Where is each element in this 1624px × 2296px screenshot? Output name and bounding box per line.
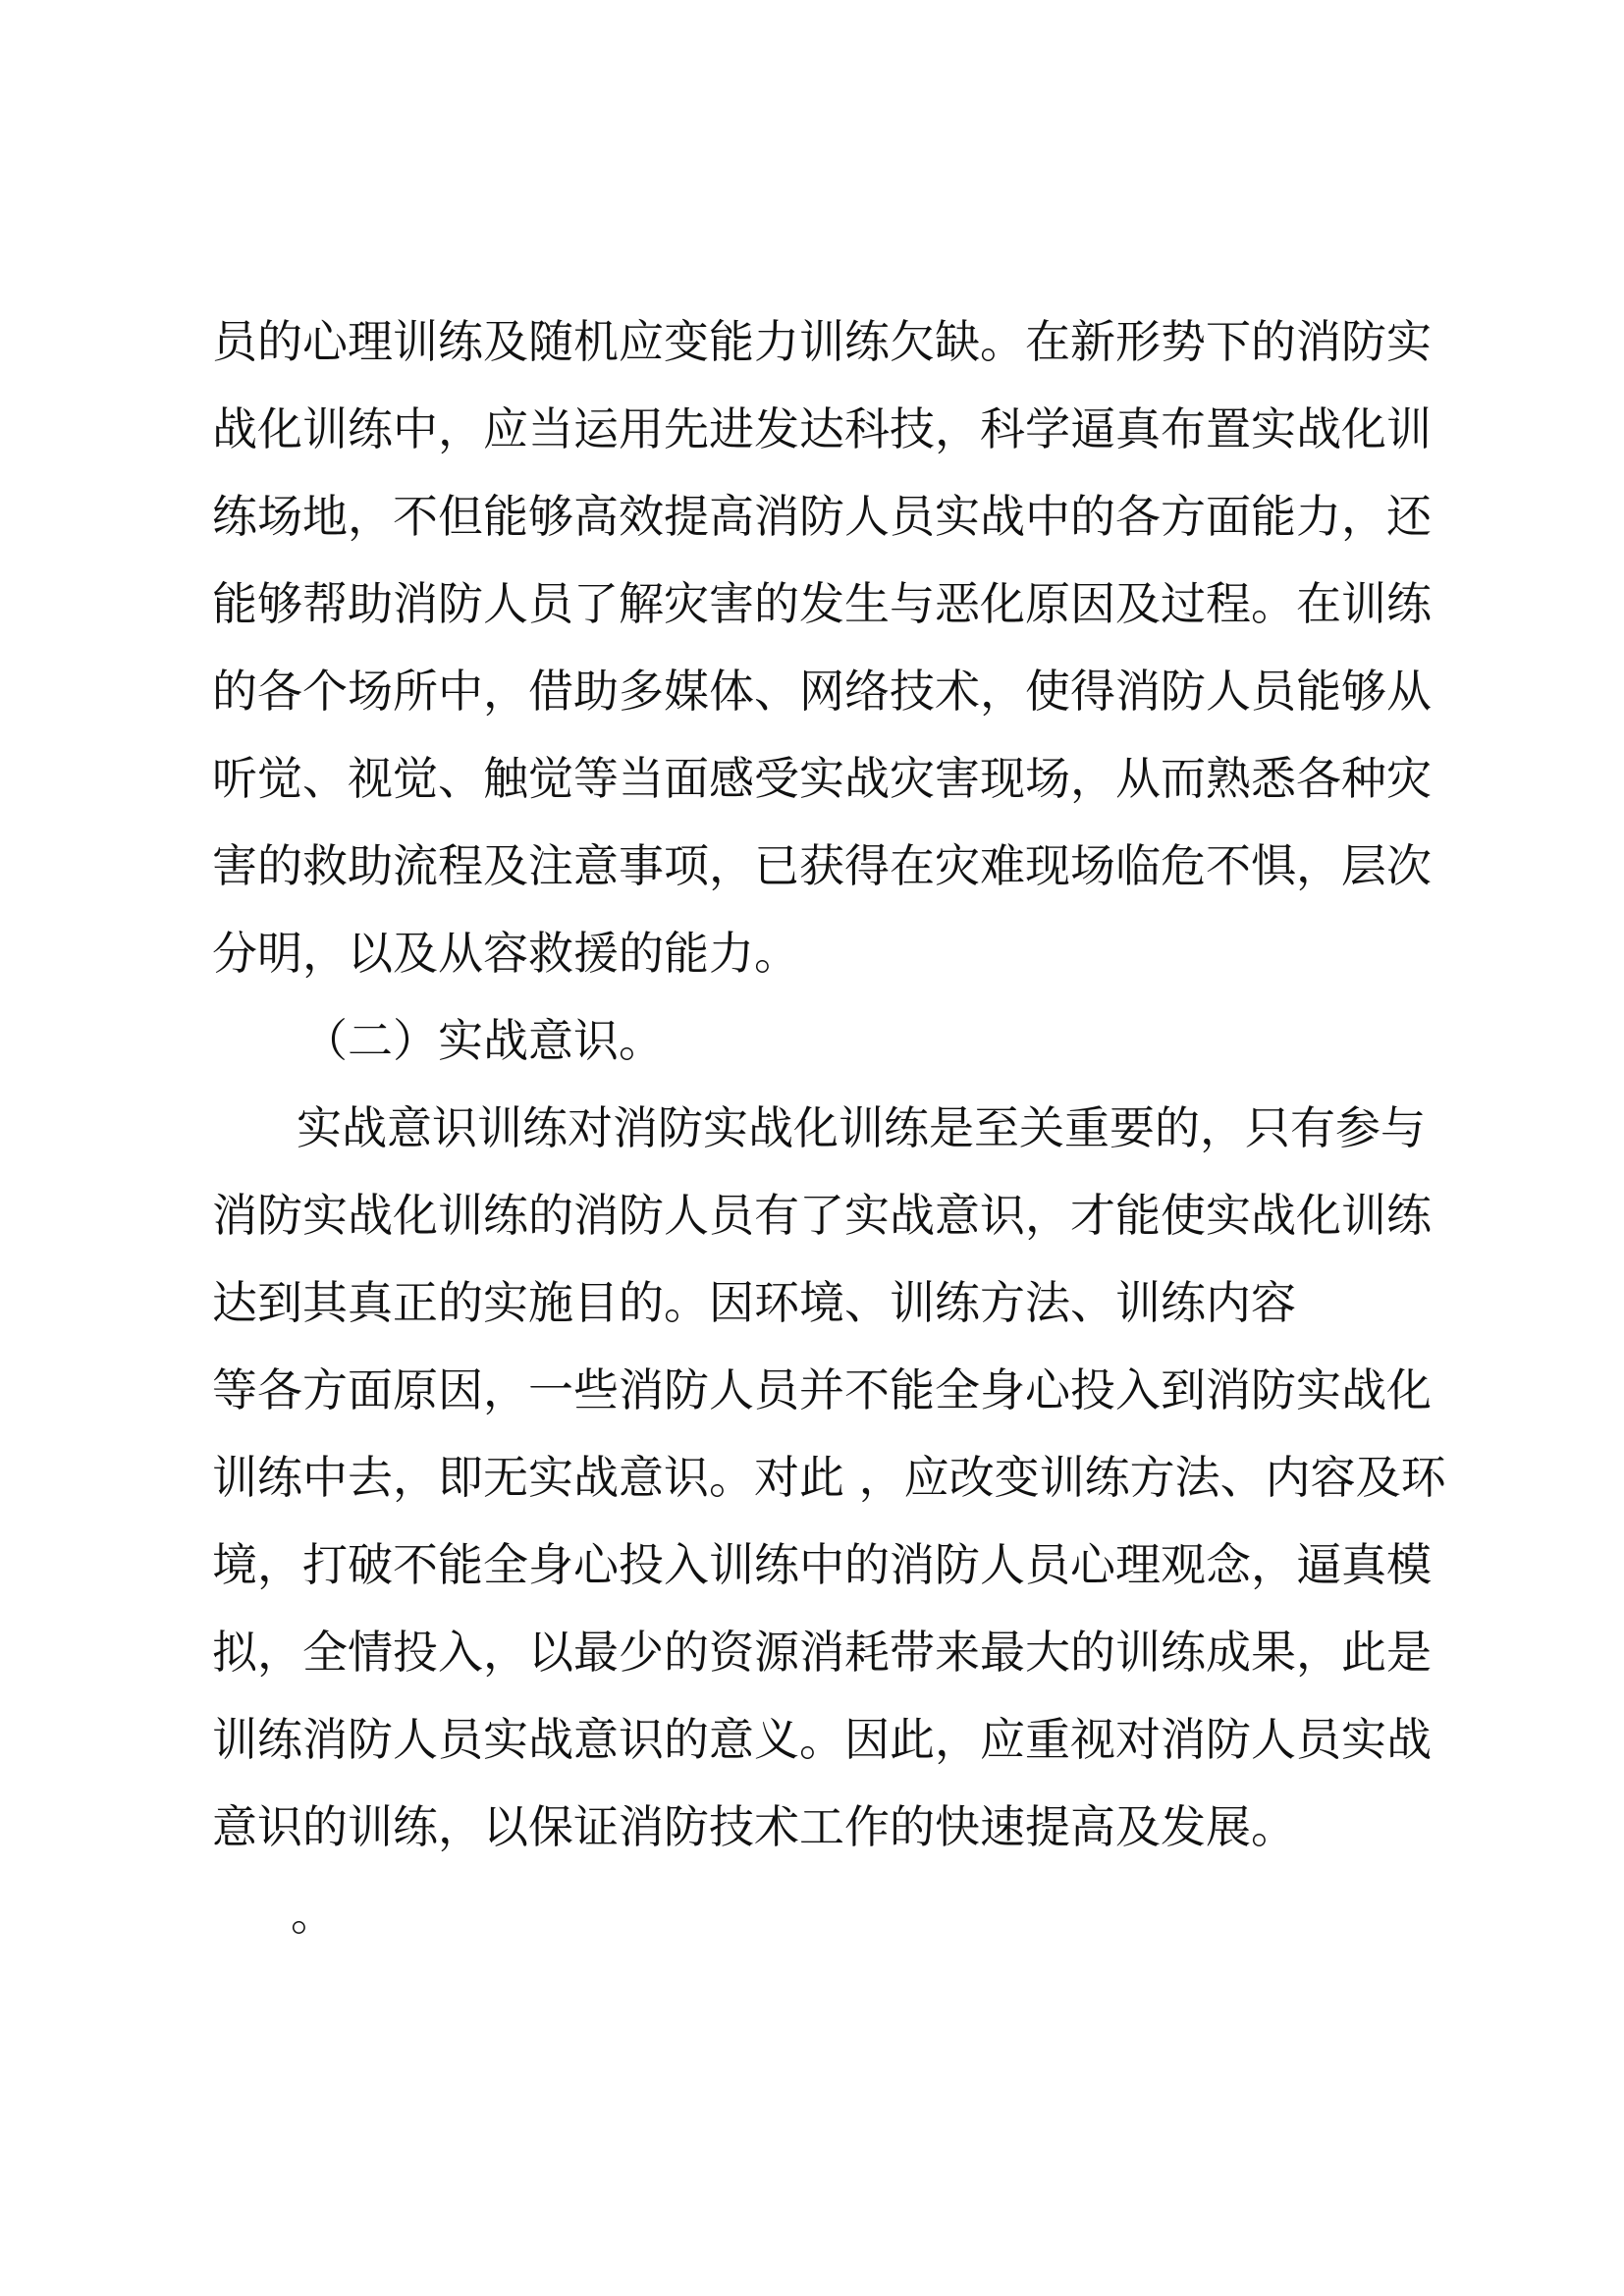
trailing-punctuation: 。 [291,1888,336,1941]
paragraph1-line-6: 听觉、视觉、触觉等当面感受实战灾害现场，从而熟悉各种灾 [212,752,1432,805]
paragraph1-line-7: 害的救助流程及注意事项，已获得在灾难现场临危不惧，层次 [212,839,1432,892]
paragraph2-line-5: 训练中去，即无实战意识。对此 ，应改变训练方法、内容及环 [212,1451,1446,1504]
paragraph1-line-1: 员的心理训练及随机应变能力训练欠缺。在新形势下的消防实 [212,315,1432,368]
paragraph2-line-1: 实战意识训练对消防实战化训练是至关重要的，只有参与 [297,1101,1426,1154]
paragraph2-line-4: 等各方面原因，一些消防人员并不能全身心投入到消防实战化 [212,1363,1432,1416]
paragraph2-line-2: 消防实战化训练的消防人员有了实战意识，才能使实战化训练 [212,1189,1432,1242]
paragraph1-line-5: 的各个场所中，借助多媒体、网络技术，使得消防人员能够从 [212,665,1432,718]
section-heading: （二）实战意识。 [302,1014,664,1067]
paragraph1-line-2: 战化训练中，应当运用先进发达科技，科学逼真布置实战化训 [212,402,1432,455]
paragraph2-line-7: 拟，全情投入，以最少的资源消耗带来最大的训练成果，此是 [212,1626,1432,1679]
paragraph1-line-8: 分明，以及从容救援的能力。 [212,927,799,980]
paragraph2-line-8: 训练消防人员实战意识的意义。因此，应重视对消防人员实战 [212,1713,1432,1766]
paragraph1-line-4: 能够帮助消防人员了解灾害的发生与恶化原因及过程。在训练 [212,577,1432,630]
paragraph2-line-6: 境，打破不能全身心投入训练中的消防人员心理观念，逼真模 [212,1538,1432,1591]
paragraph2-line-3: 达到其真正的实施目的。因环境、训练方法、训练内容 [212,1276,1296,1329]
paragraph2-line-9: 意识的训练，以保证消防技术工作的快速提高及发展。 [212,1800,1296,1853]
paragraph1-line-3: 练场地，不但能够高效提高消防人员实战中的各方面能力，还 [212,490,1432,543]
